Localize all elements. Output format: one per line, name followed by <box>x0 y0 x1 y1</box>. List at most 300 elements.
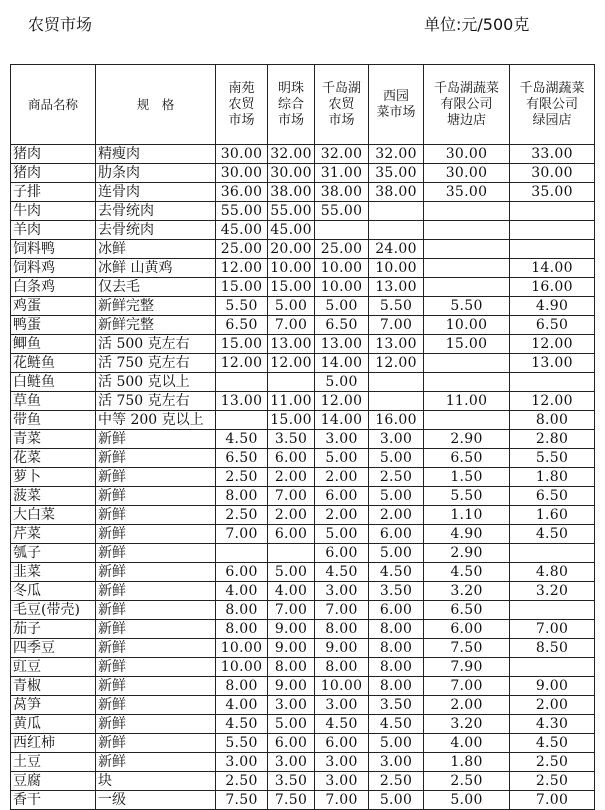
price-nanyuan: 12.00 <box>216 354 268 373</box>
table-row <box>11 544 595 563</box>
table-row <box>11 487 595 506</box>
price-lvyuan: 4.50 <box>510 525 595 544</box>
price-xiyuan: 6.00 <box>369 601 424 620</box>
price-xiyuan: 2.50 <box>369 772 424 791</box>
product-name-cell: 香干 <box>11 791 96 810</box>
price-xiyuan: 12.00 <box>369 354 424 373</box>
price-tangbian: 3.20 <box>424 715 510 734</box>
price-mingzhu: 9.00 <box>268 677 315 696</box>
price-qiandaohu: 2.00 <box>315 506 369 525</box>
table-row <box>11 772 595 791</box>
price-mingzhu: 12.00 <box>268 354 315 373</box>
price-mingzhu: 10.00 <box>268 259 315 278</box>
table-row <box>11 430 595 449</box>
price-mingzhu: 55.00 <box>268 202 315 221</box>
price-nanyuan: 4.00 <box>216 696 268 715</box>
price-qiandaohu: 38.00 <box>315 183 369 202</box>
header-line: 南苑 <box>228 80 255 96</box>
price-xiyuan: 5.00 <box>369 544 424 563</box>
price-mingzhu: 3.50 <box>268 772 315 791</box>
spec-cell: 新鲜 <box>96 544 216 563</box>
price-mingzhu: 5.00 <box>268 563 315 582</box>
header-line: 绿园店 <box>532 112 572 128</box>
price-mingzhu: 7.00 <box>268 601 315 620</box>
spec-cell: 新鲜 <box>96 525 216 544</box>
price-nanyuan: 8.00 <box>216 677 268 696</box>
price-lvyuan: 8.50 <box>510 639 595 658</box>
spec-cell: 新鲜 <box>96 734 216 753</box>
price-lvyuan: 30.00 <box>510 164 595 183</box>
product-name-cell: 饲料鸭 <box>11 240 96 259</box>
column-header-lvyuan <box>510 65 595 145</box>
price-lvyuan: 9.00 <box>510 677 595 696</box>
price-lvyuan: 35.00 <box>510 183 595 202</box>
price-nanyuan <box>216 411 268 430</box>
price-nanyuan: 5.50 <box>216 297 268 316</box>
spec-cell: 新鲜 <box>96 696 216 715</box>
price-mingzhu: 32.00 <box>268 145 315 164</box>
column-header-mingzhu <box>268 65 315 145</box>
spec-cell: 新鲜 <box>96 601 216 620</box>
price-xiyuan: 7.00 <box>369 316 424 335</box>
price-qiandaohu: 3.00 <box>315 582 369 601</box>
price-tangbian: 11.00 <box>424 392 510 411</box>
price-nanyuan: 8.00 <box>216 487 268 506</box>
header-line: 市场 <box>328 112 355 128</box>
price-nanyuan: 30.00 <box>216 145 268 164</box>
price-mingzhu: 8.00 <box>268 658 315 677</box>
price-mingzhu: 3.50 <box>268 430 315 449</box>
product-name-cell: 带鱼 <box>11 411 96 430</box>
price-xiyuan: 35.00 <box>369 164 424 183</box>
price-lvyuan <box>510 202 595 221</box>
spec-cell: 新鲜完整 <box>96 316 216 335</box>
price-lvyuan: 2.80 <box>510 430 595 449</box>
product-name-cell: 西红柿 <box>11 734 96 753</box>
spec-cell: 新鲜 <box>96 582 216 601</box>
price-qiandaohu: 7.00 <box>315 601 369 620</box>
price-qiandaohu: 6.00 <box>315 487 369 506</box>
product-name-cell: 芹菜 <box>11 525 96 544</box>
price-xiyuan: 3.00 <box>369 430 424 449</box>
table-row <box>11 392 595 411</box>
table-row <box>11 734 595 753</box>
price-xiyuan <box>369 392 424 411</box>
price-tangbian: 7.90 <box>424 658 510 677</box>
table-row <box>11 715 595 734</box>
header-line: 西园 <box>382 88 409 104</box>
page-title: 农贸市场 <box>28 15 93 34</box>
price-qiandaohu: 12.00 <box>315 392 369 411</box>
product-name-cell: 鸭蛋 <box>11 316 96 335</box>
price-qiandaohu: 3.00 <box>315 430 369 449</box>
price-qiandaohu: 13.00 <box>315 335 369 354</box>
price-lvyuan: 5.50 <box>510 449 595 468</box>
price-lvyuan: 12.00 <box>510 335 595 354</box>
price-lvyuan: 13.00 <box>510 354 595 373</box>
column-header-xiyuan <box>369 65 424 145</box>
product-name-cell: 豇豆 <box>11 658 96 677</box>
column-header-tangbian <box>424 65 510 145</box>
product-name-cell: 子排 <box>11 183 96 202</box>
product-name-cell: 猪肉 <box>11 164 96 183</box>
price-mingzhu: 2.00 <box>268 468 315 487</box>
price-tangbian <box>424 278 510 297</box>
price-tangbian: 2.50 <box>424 772 510 791</box>
spec-cell: 新鲜完整 <box>96 297 216 316</box>
price-xiyuan: 5.50 <box>369 297 424 316</box>
product-name-cell: 青菜 <box>11 430 96 449</box>
price-qiandaohu: 5.00 <box>315 525 369 544</box>
price-qiandaohu: 4.50 <box>315 715 369 734</box>
price-nanyuan: 45.00 <box>216 221 268 240</box>
price-mingzhu: 7.00 <box>268 316 315 335</box>
price-mingzhu: 6.00 <box>268 449 315 468</box>
price-lvyuan: 8.00 <box>510 411 595 430</box>
price-nanyuan: 7.50 <box>216 791 268 810</box>
price-qiandaohu: 6.00 <box>315 734 369 753</box>
header-line: 塘边店 <box>446 112 486 128</box>
product-name-cell: 鸡蛋 <box>11 297 96 316</box>
column-header-spec: 规 格 <box>96 65 216 145</box>
price-lvyuan <box>510 240 595 259</box>
price-xiyuan: 2.50 <box>369 468 424 487</box>
price-nanyuan: 4.50 <box>216 430 268 449</box>
column-header-name: 商品名称 <box>11 65 96 145</box>
product-name-cell: 莴笋 <box>11 696 96 715</box>
price-qiandaohu: 10.00 <box>315 278 369 297</box>
price-tangbian: 5.50 <box>424 487 510 506</box>
price-qiandaohu: 9.00 <box>315 639 369 658</box>
spec-cell: 中等 200 克以上 <box>96 411 216 430</box>
price-nanyuan: 3.00 <box>216 753 268 772</box>
table-row <box>11 373 595 392</box>
header-row <box>11 65 595 145</box>
price-mingzhu: 2.00 <box>268 506 315 525</box>
price-qiandaohu: 55.00 <box>315 202 369 221</box>
price-tangbian: 10.00 <box>424 316 510 335</box>
spec-cell: 活 750 克左右 <box>96 354 216 373</box>
price-nanyuan: 30.00 <box>216 164 268 183</box>
price-mingzhu: 6.00 <box>268 734 315 753</box>
price-xiyuan: 3.00 <box>369 753 424 772</box>
price-xiyuan: 2.00 <box>369 506 424 525</box>
product-name-cell: 猪肉 <box>11 145 96 164</box>
price-mingzhu: 3.00 <box>268 753 315 772</box>
price-xiyuan: 8.00 <box>369 677 424 696</box>
table-row <box>11 525 595 544</box>
price-nanyuan: 6.00 <box>216 563 268 582</box>
price-xiyuan: 5.00 <box>369 791 424 810</box>
product-name-cell: 羊肉 <box>11 221 96 240</box>
price-nanyuan <box>216 544 268 563</box>
spec-cell: 活 500 克左右 <box>96 335 216 354</box>
price-nanyuan: 15.00 <box>216 278 268 297</box>
table-row <box>11 563 595 582</box>
product-name-cell: 土豆 <box>11 753 96 772</box>
price-tangbian: 4.90 <box>424 525 510 544</box>
product-name-cell: 青椒 <box>11 677 96 696</box>
price-xiyuan <box>369 373 424 392</box>
price-lvyuan: 6.50 <box>510 487 595 506</box>
price-nanyuan: 4.50 <box>216 715 268 734</box>
price-mingzhu: 9.00 <box>268 620 315 639</box>
price-tangbian: 7.50 <box>424 639 510 658</box>
price-tangbian <box>424 221 510 240</box>
price-tangbian: 2.00 <box>424 696 510 715</box>
price-nanyuan: 36.00 <box>216 183 268 202</box>
spec-cell: 连骨肉 <box>96 183 216 202</box>
price-nanyuan: 8.00 <box>216 601 268 620</box>
price-qiandaohu: 6.00 <box>315 544 369 563</box>
price-mingzhu: 30.00 <box>268 164 315 183</box>
header-line: 有限公司 <box>525 96 578 112</box>
price-xiyuan: 3.50 <box>369 696 424 715</box>
price-tangbian <box>424 373 510 392</box>
price-mingzhu: 4.00 <box>268 582 315 601</box>
price-xiyuan: 8.00 <box>369 639 424 658</box>
product-name-cell: 四季豆 <box>11 639 96 658</box>
header-line: 明珠 <box>277 80 304 96</box>
table-row <box>11 259 595 278</box>
price-mingzhu: 5.00 <box>268 715 315 734</box>
header-line: 市场 <box>228 112 255 128</box>
product-name-cell: 白条鸡 <box>11 278 96 297</box>
price-mingzhu: 5.00 <box>268 297 315 316</box>
price-xiyuan: 32.00 <box>369 145 424 164</box>
price-xiyuan: 10.00 <box>369 259 424 278</box>
price-lvyuan: 12.00 <box>510 392 595 411</box>
spec-cell: 新鲜 <box>96 620 216 639</box>
price-xiyuan <box>369 221 424 240</box>
price-tangbian <box>424 259 510 278</box>
price-tangbian: 30.00 <box>424 164 510 183</box>
price-qiandaohu: 32.00 <box>315 145 369 164</box>
price-lvyuan: 7.00 <box>510 620 595 639</box>
price-xiyuan <box>369 202 424 221</box>
price-qiandaohu: 7.00 <box>315 791 369 810</box>
product-name-cell: 花菜 <box>11 449 96 468</box>
price-lvyuan <box>510 601 595 620</box>
product-name-cell: 草鱼 <box>11 392 96 411</box>
price-mingzhu: 15.00 <box>268 278 315 297</box>
spec-cell: 块 <box>96 772 216 791</box>
spec-cell: 新鲜 <box>96 563 216 582</box>
price-mingzhu: 6.00 <box>268 525 315 544</box>
product-name-cell: 黄瓜 <box>11 715 96 734</box>
price-lvyuan: 4.30 <box>510 715 595 734</box>
price-xiyuan: 24.00 <box>369 240 424 259</box>
table-row <box>11 240 595 259</box>
table-row <box>11 297 595 316</box>
price-nanyuan: 2.50 <box>216 506 268 525</box>
price-lvyuan: 2.50 <box>510 753 595 772</box>
table-row <box>11 696 595 715</box>
price-nanyuan <box>216 373 268 392</box>
spec-cell: 去骨统肉 <box>96 202 216 221</box>
price-mingzhu: 20.00 <box>268 240 315 259</box>
table-row <box>11 658 595 677</box>
spec-cell: 新鲜 <box>96 715 216 734</box>
spec-cell: 冰鲜 山黄鸡 <box>96 259 216 278</box>
column-header-nanyuan <box>216 65 268 145</box>
price-lvyuan: 16.00 <box>510 278 595 297</box>
price-tangbian: 1.80 <box>424 753 510 772</box>
price-nanyuan: 55.00 <box>216 202 268 221</box>
product-name-cell: 菠菜 <box>11 487 96 506</box>
price-xiyuan: 16.00 <box>369 411 424 430</box>
price-tangbian: 6.50 <box>424 601 510 620</box>
price-tangbian <box>424 411 510 430</box>
unit-label: 单位:元/500克 <box>424 15 530 34</box>
price-mingzhu <box>268 373 315 392</box>
price-tangbian: 6.50 <box>424 449 510 468</box>
price-xiyuan: 13.00 <box>369 335 424 354</box>
table-row <box>11 753 595 772</box>
table-row <box>11 354 595 373</box>
table-row <box>11 145 595 164</box>
table-row <box>11 639 595 658</box>
price-lvyuan: 2.00 <box>510 696 595 715</box>
price-mingzhu: 15.00 <box>268 411 315 430</box>
table-row <box>11 164 595 183</box>
price-lvyuan: 7.00 <box>510 791 595 810</box>
header-line: 农贸 <box>228 96 255 112</box>
product-name-cell: 冬瓜 <box>11 582 96 601</box>
price-nanyuan: 10.00 <box>216 658 268 677</box>
price-lvyuan: 1.60 <box>510 506 595 525</box>
spec-cell: 新鲜 <box>96 639 216 658</box>
price-tangbian <box>424 240 510 259</box>
price-xiyuan: 13.00 <box>369 278 424 297</box>
table-row <box>11 620 595 639</box>
spec-cell: 一级 <box>96 791 216 810</box>
price-xiyuan: 8.00 <box>369 658 424 677</box>
price-qiandaohu: 5.00 <box>315 373 369 392</box>
product-name-cell: 白鲢鱼 <box>11 373 96 392</box>
price-lvyuan: 1.80 <box>510 468 595 487</box>
price-qiandaohu: 5.00 <box>315 449 369 468</box>
price-qiandaohu: 5.00 <box>315 297 369 316</box>
product-name-cell: 牛肉 <box>11 202 96 221</box>
price-lvyuan <box>510 373 595 392</box>
table-row <box>11 582 595 601</box>
price-nanyuan: 6.50 <box>216 449 268 468</box>
price-lvyuan: 6.50 <box>510 316 595 335</box>
price-lvyuan <box>510 544 595 563</box>
price-qiandaohu: 3.00 <box>315 696 369 715</box>
price-nanyuan: 4.00 <box>216 582 268 601</box>
price-tangbian: 30.00 <box>424 145 510 164</box>
price-xiyuan: 3.50 <box>369 582 424 601</box>
price-nanyuan: 12.00 <box>216 259 268 278</box>
price-tangbian: 4.50 <box>424 563 510 582</box>
price-lvyuan: 33.00 <box>510 145 595 164</box>
product-name-cell: 饲料鸡 <box>11 259 96 278</box>
table-body <box>11 145 595 810</box>
product-name-cell: 瓠子 <box>11 544 96 563</box>
price-tangbian: 2.90 <box>424 544 510 563</box>
price-tangbian <box>424 202 510 221</box>
price-lvyuan: 14.00 <box>510 259 595 278</box>
price-xiyuan: 4.50 <box>369 563 424 582</box>
price-nanyuan: 15.00 <box>216 335 268 354</box>
spec-cell: 肋条肉 <box>96 164 216 183</box>
header-line: 有限公司 <box>440 96 493 112</box>
price-qiandaohu: 8.00 <box>315 620 369 639</box>
price-lvyuan: 4.50 <box>510 734 595 753</box>
price-nanyuan: 7.00 <box>216 525 268 544</box>
price-lvyuan: 4.90 <box>510 297 595 316</box>
price-nanyuan: 25.00 <box>216 240 268 259</box>
price-xiyuan: 5.00 <box>369 449 424 468</box>
price-tangbian: 2.90 <box>424 430 510 449</box>
price-tangbian: 15.00 <box>424 335 510 354</box>
spec-cell: 新鲜 <box>96 449 216 468</box>
price-qiandaohu: 3.00 <box>315 753 369 772</box>
price-nanyuan: 6.50 <box>216 316 268 335</box>
column-header-qiandaohu <box>315 65 369 145</box>
price-lvyuan: 4.80 <box>510 563 595 582</box>
price-qiandaohu: 31.00 <box>315 164 369 183</box>
price-xiyuan: 8.00 <box>369 620 424 639</box>
price-tangbian: 7.00 <box>424 677 510 696</box>
price-tangbian: 3.20 <box>424 582 510 601</box>
spec-cell: 新鲜 <box>96 677 216 696</box>
price-nanyuan: 10.00 <box>216 639 268 658</box>
price-mingzhu: 7.50 <box>268 791 315 810</box>
table-row <box>11 221 595 240</box>
price-xiyuan: 5.00 <box>369 734 424 753</box>
table-row <box>11 202 595 221</box>
table-row <box>11 183 595 202</box>
header-line: 农贸 <box>328 96 355 112</box>
price-qiandaohu: 2.00 <box>315 468 369 487</box>
header-line: 千岛湖蔬菜 <box>519 80 585 96</box>
spec-cell: 新鲜 <box>96 753 216 772</box>
price-tangbian: 5.00 <box>424 791 510 810</box>
price-qiandaohu: 3.00 <box>315 772 369 791</box>
header-line: 千岛湖 <box>321 80 361 96</box>
spec-cell: 新鲜 <box>96 506 216 525</box>
spec-cell: 新鲜 <box>96 430 216 449</box>
table-row <box>11 278 595 297</box>
price-table <box>10 64 595 810</box>
spec-cell: 活 750 克左右 <box>96 392 216 411</box>
product-name-cell: 韭菜 <box>11 563 96 582</box>
price-qiandaohu: 10.00 <box>315 259 369 278</box>
product-name-cell: 鲫鱼 <box>11 335 96 354</box>
table-row <box>11 791 595 810</box>
spec-cell: 仅去毛 <box>96 278 216 297</box>
product-name-cell: 大白菜 <box>11 506 96 525</box>
product-name-cell: 豆腐 <box>11 772 96 791</box>
price-tangbian: 5.50 <box>424 297 510 316</box>
price-mingzhu: 45.00 <box>268 221 315 240</box>
spec-cell: 活 500 克以上 <box>96 373 216 392</box>
price-nanyuan: 2.50 <box>216 772 268 791</box>
table-row <box>11 411 595 430</box>
price-mingzhu: 3.00 <box>268 696 315 715</box>
price-lvyuan <box>510 221 595 240</box>
spec-cell: 冰鲜 <box>96 240 216 259</box>
price-qiandaohu: 14.00 <box>315 411 369 430</box>
spec-cell: 新鲜 <box>96 658 216 677</box>
price-tangbian: 1.10 <box>424 506 510 525</box>
price-tangbian <box>424 354 510 373</box>
price-mingzhu: 13.00 <box>268 335 315 354</box>
header-line: 千岛湖蔬菜 <box>433 80 499 96</box>
